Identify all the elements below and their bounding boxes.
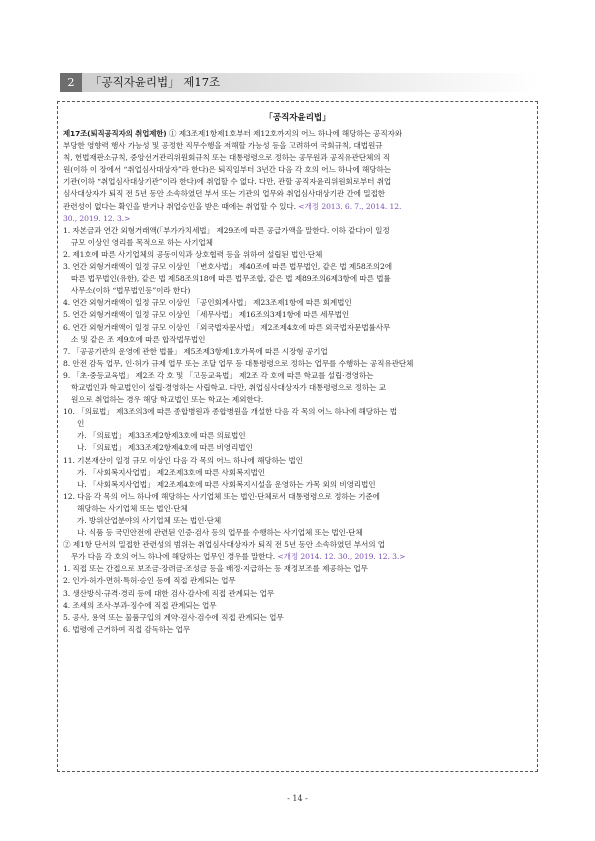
section-title: 「공직자윤리법」 제17조 (90, 75, 221, 89)
section-title-bar (82, 73, 538, 92)
list-item: 해당하는 사기업체 또는 법인·단체 (77, 503, 188, 513)
article-line: 칙, 헌법재판소규칙, 중앙선거관리위원회규칙 또는 대통령령으로 정하는 공무원과 공직유관단체의 직 (63, 153, 391, 163)
paragraph-line: ② 제1항 단서의 밀접한 관련성의 범위는 취업심사대상자가 퇴직 전 5년 동안 소속하였던 부서의 업 (63, 540, 385, 550)
section-header (60, 73, 538, 92)
sub-item: 가. 방위산업분야의 사기업체 또는 법인·단체 (77, 516, 222, 525)
section-number: 2 (60, 73, 82, 92)
list-item: 6. 연간 외형거래액이 일정 규모 이상인 「외국법자문사법」 제2조제4호에 따른 외국법자문법률사무 (63, 322, 391, 332)
list-item: 인 (77, 419, 85, 429)
article-line: 원(이하 이 장에서 “취업심사대상자”라 한다)은 퇴직일부터 3년간 다음 각 호의 어느 하나에 해당하는 (63, 165, 391, 175)
sub-item: 나. 식품 등 국민안전에 관련된 인증·검사 등의 업무를 수행하는 사기업체 또는 법인·단체 (77, 528, 363, 538)
list-item: 5. 공사, 용역 또는 물품구입의 계약·검사·검수에 직접 관계되는 업무 (63, 612, 284, 622)
list-item: 11. 기본재산이 일정 규모 이상인 다음 각 목의 어느 하나에 해당하는 법인 (63, 455, 303, 465)
list-item: 9. 「초·중등교육법」 제2조 각 호 및 「고등교육법」 제2조 각 호에 따른 학교를 설립·경영하는 (63, 370, 374, 380)
list-item: 5. 연간 외형거래액이 일정 규모 이상인 「세무사법」 제16조의3제1항에 따른 세무법인 (63, 310, 350, 320)
list-item: 4. 연간 외형거래액이 일정 규모 이상인 「공인회계사법」 제23조제1항에 따른 회계법인 (63, 298, 352, 308)
list-item: 6. 법령에 근거하여 직접 감독하는 업무 (63, 624, 191, 634)
sub-item: 나. 「의료법」 제33조제2항제4호에 따른 비영리법인 (77, 443, 253, 453)
list-item: 1. 자본금과 연간 외형거래액(「부가가치세법」 제29조에 따른 공급가액을 말한다. 이하 같다)이 일정 (63, 225, 390, 235)
list-item: 8. 안전 감독 업무, 인·허가 규제 업무 또는 조달 업무 등 대통령령으로 정하는 업무를 수행하는 공직유관단체 (63, 358, 414, 368)
list-item: 12. 다음 각 목의 어느 하나에 해당하는 사기업체 또는 법인·단체로서 대통령령으로 정하는 기준에 (63, 491, 380, 501)
article-line: 관련성이 없다는 확인을 받거나 취업승인을 받은 때에는 취업할 수 있다. <개정 2013. 6. 7., 2014. 12. (63, 201, 402, 211)
amendment-note: <개정 2014. 12. 30., 2019. 12. 3.> (277, 552, 406, 562)
amendment-note: <개정 2013. 6. 7., 2014. 12. (298, 201, 402, 211)
sub-item: 가. 「사회복지사업법」 제2조제3호에 따른 사회복지법인 (77, 467, 265, 477)
law-title: 「공직자윤리법」 (264, 113, 331, 123)
amendment-note: 30., 2019. 12. 3.> (63, 213, 131, 223)
article-line: 기관(이하 “취업심사대상기관”이라 한다)에 취업할 수 없다. 다만, 관할 공직자윤리위원회로부터 취업 (63, 177, 392, 187)
paragraph-line: 무가 다음 각 호의 어느 하나에 해당하는 업무인 경우를 말한다. <개정 2014. 12. 30., 2019. 12. 3.> (71, 552, 406, 562)
list-item: 규모 이상인 영리를 목적으로 하는 사기업체 (71, 237, 213, 247)
page-number: - 14 - (287, 794, 308, 803)
list-item: 원으로 취업하는 경우 해당 학교법인 또는 학교는 제외한다. (71, 395, 264, 405)
article-line: 제17조(퇴직공직자의 취업제한) ① 제3조제1항제1호부터 제12호까지의 어느 하나에 해당하는 공직자와 (63, 129, 403, 138)
list-item: 따른 법무법인(유한), 같은 법 제58조의18에 따른 법무조합, 같은 법 제89조의6제3항에 따른 법률 (71, 274, 391, 284)
list-item: 3. 연간 외형거래액이 일정 규모 이상인 「변호사법」 제40조에 따른 법무법인, 같은 법 제58조의2에 (63, 262, 393, 272)
list-item: 학교법인과 학교법인이 설립·경영하는 사립학교. 다만, 취업심사대상자가 대통령령으로 정하는 교 (71, 382, 386, 392)
list-item: 소 및 같은 조 제9호에 따른 합작법무법인 (71, 334, 206, 344)
law-text-box (57, 101, 538, 772)
sub-item: 나. 「사회복지사업법」 제2조제4호에 따른 사회복지시설을 운영하는 가목 외의 비영리법인 (77, 479, 376, 489)
list-item: 1. 직접 또는 간접으로 보조금·장려금·조성금 등을 배정·지급하는 등 재정보조를 제공하는 업무 (63, 564, 368, 574)
list-item: 10. 「의료법」 제3조의3에 따른 종합병원과 종합병원을 개설한 다음 각 목의 어느 하나에 해당하는 법 (63, 407, 398, 417)
list-item: 7. 「공공기관의 운영에 관한 법률」 제5조제3항제1호가목에 따른 시장형 공기업 (63, 346, 328, 356)
list-item: 2. 제1호에 따른 사기업체의 공동이익과 상호협력 등을 위하여 설립된 법인·단체 (63, 249, 323, 259)
sub-item: 가. 「의료법」 제33조제2항제3호에 따른 의료법인 (77, 431, 246, 441)
article-line: 부당한 영향력 행사 가능성 및 공정한 직무수행을 저해할 가능성 등을 고려하여 국회규칙, 대법원규 (63, 141, 383, 151)
list-item: 사무소(이하 “법무법인등”이라 한다) (71, 286, 191, 296)
list-item: 2. 인가·허가·면허·특허·승인 등에 직접 관계되는 업무 (63, 576, 236, 586)
law-content (63, 128, 533, 636)
list-item: 3. 생산방식·규격·경리 등에 대한 검사·감사에 직접 관계되는 업무 (63, 588, 275, 598)
article-line: 심사대상자가 퇴직 전 5년 동안 소속하였던 부서 또는 기관의 업무와 취업심사대상기관 간에 밀접한 (63, 189, 385, 199)
article-label: 제17조(퇴직공직자의 취업제한) (63, 129, 167, 138)
list-item: 4. 조세의 조사·부과·징수에 직접 관계되는 업무 (63, 600, 217, 610)
